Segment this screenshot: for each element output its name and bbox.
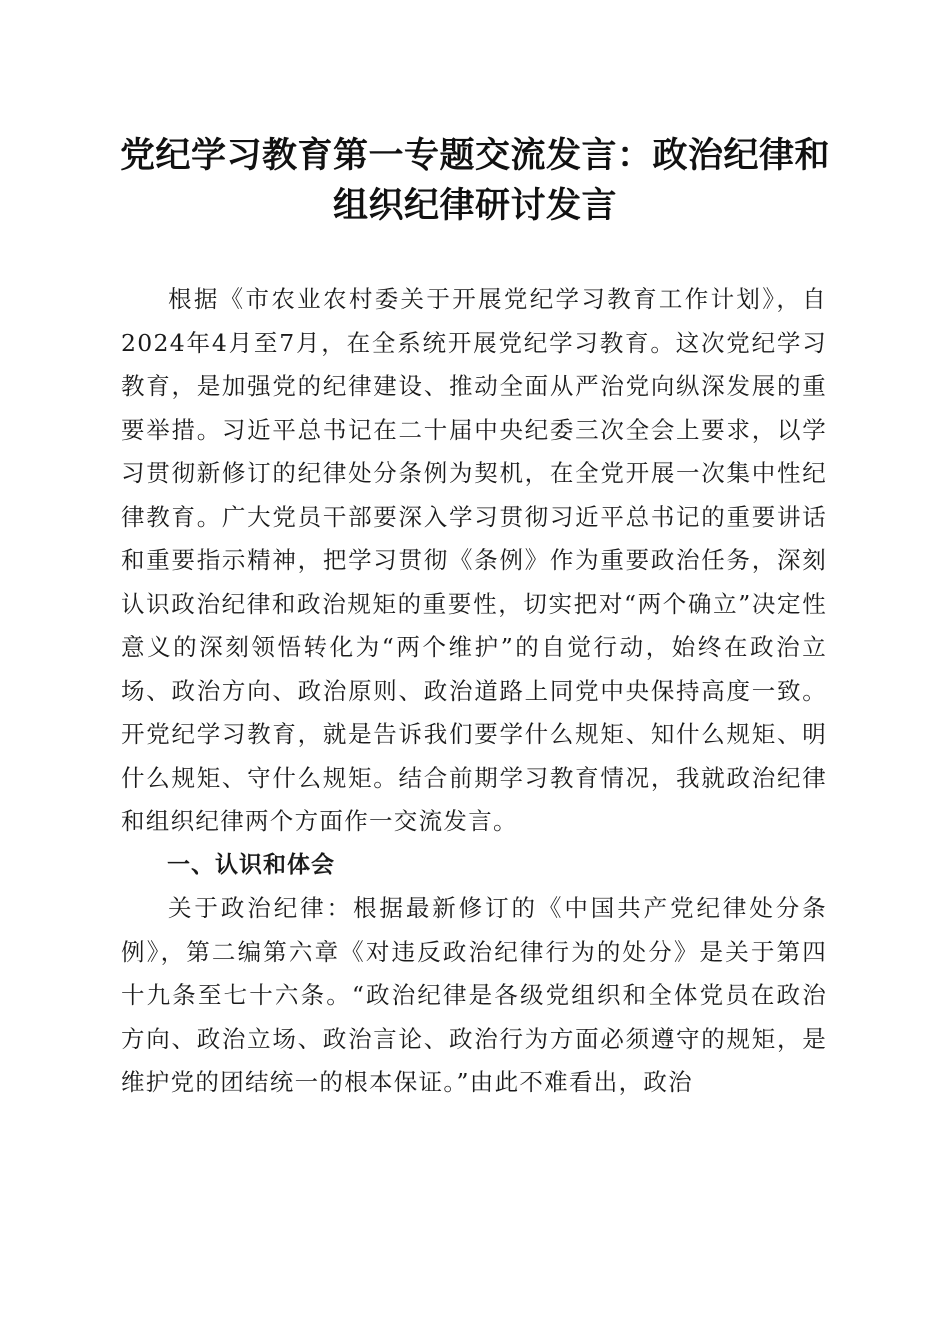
document-body — [121, 278, 827, 1105]
document-title — [100, 131, 850, 231]
section-heading: 一、认识和体会 — [167, 851, 335, 878]
title-line-2: 组织纪律研讨发言 — [332, 185, 617, 226]
intro-paragraph: 根据《市农业农村委关于开展党纪学习教育工作计划》，自2024年4月至7月，在全系统开展党纪学习教育。这次党纪学习教育，是加强党的纪律建设、推动全面从严治党向纵深发展的重要举措。习近平总书记在二十届中央纪委三次全会上要求，以学习贯彻新修订的纪律处分条例为契机，在全党开展一次集中性纪律教育。广大党员干部要深入学习贯彻习近平总书记的重要讲话和重要指示精神，把学习贯彻《条例》作为重要政治任务，深刻认识政治纪律和政治规矩的重要性，切实把对“两个确立”决定性意义的深刻领悟转化为“两个维护”的自觉行动，始终在政治立场、政治方向、政治原则、政治道路上同党中央保持高度一致。开党纪学习教育，就是告诉我们要学什么规矩、知什么规矩、明什么规矩、守什么规矩。结合前期学习教育情况，我就政治纪律和组织纪律两个方面作一交流发言。 — [121, 285, 827, 835]
title-line-1: 党纪学习教育第一专题交流发言：政治纪律和 — [119, 135, 830, 176]
political-discipline-paragraph: 关于政治纪律：根据最新修订的《中国共产党纪律处分条例》，第二编第六章《对违反政治纪律行为的处分》是关于第四十九条至七十六条。“政治纪律是各级党组织和全体党员在政治方向、政治立场、政治言论、政治行为方面必须遵守的规矩，是维护党的团结统一的根本保证。”由此不难看出，政治 — [121, 894, 827, 1096]
